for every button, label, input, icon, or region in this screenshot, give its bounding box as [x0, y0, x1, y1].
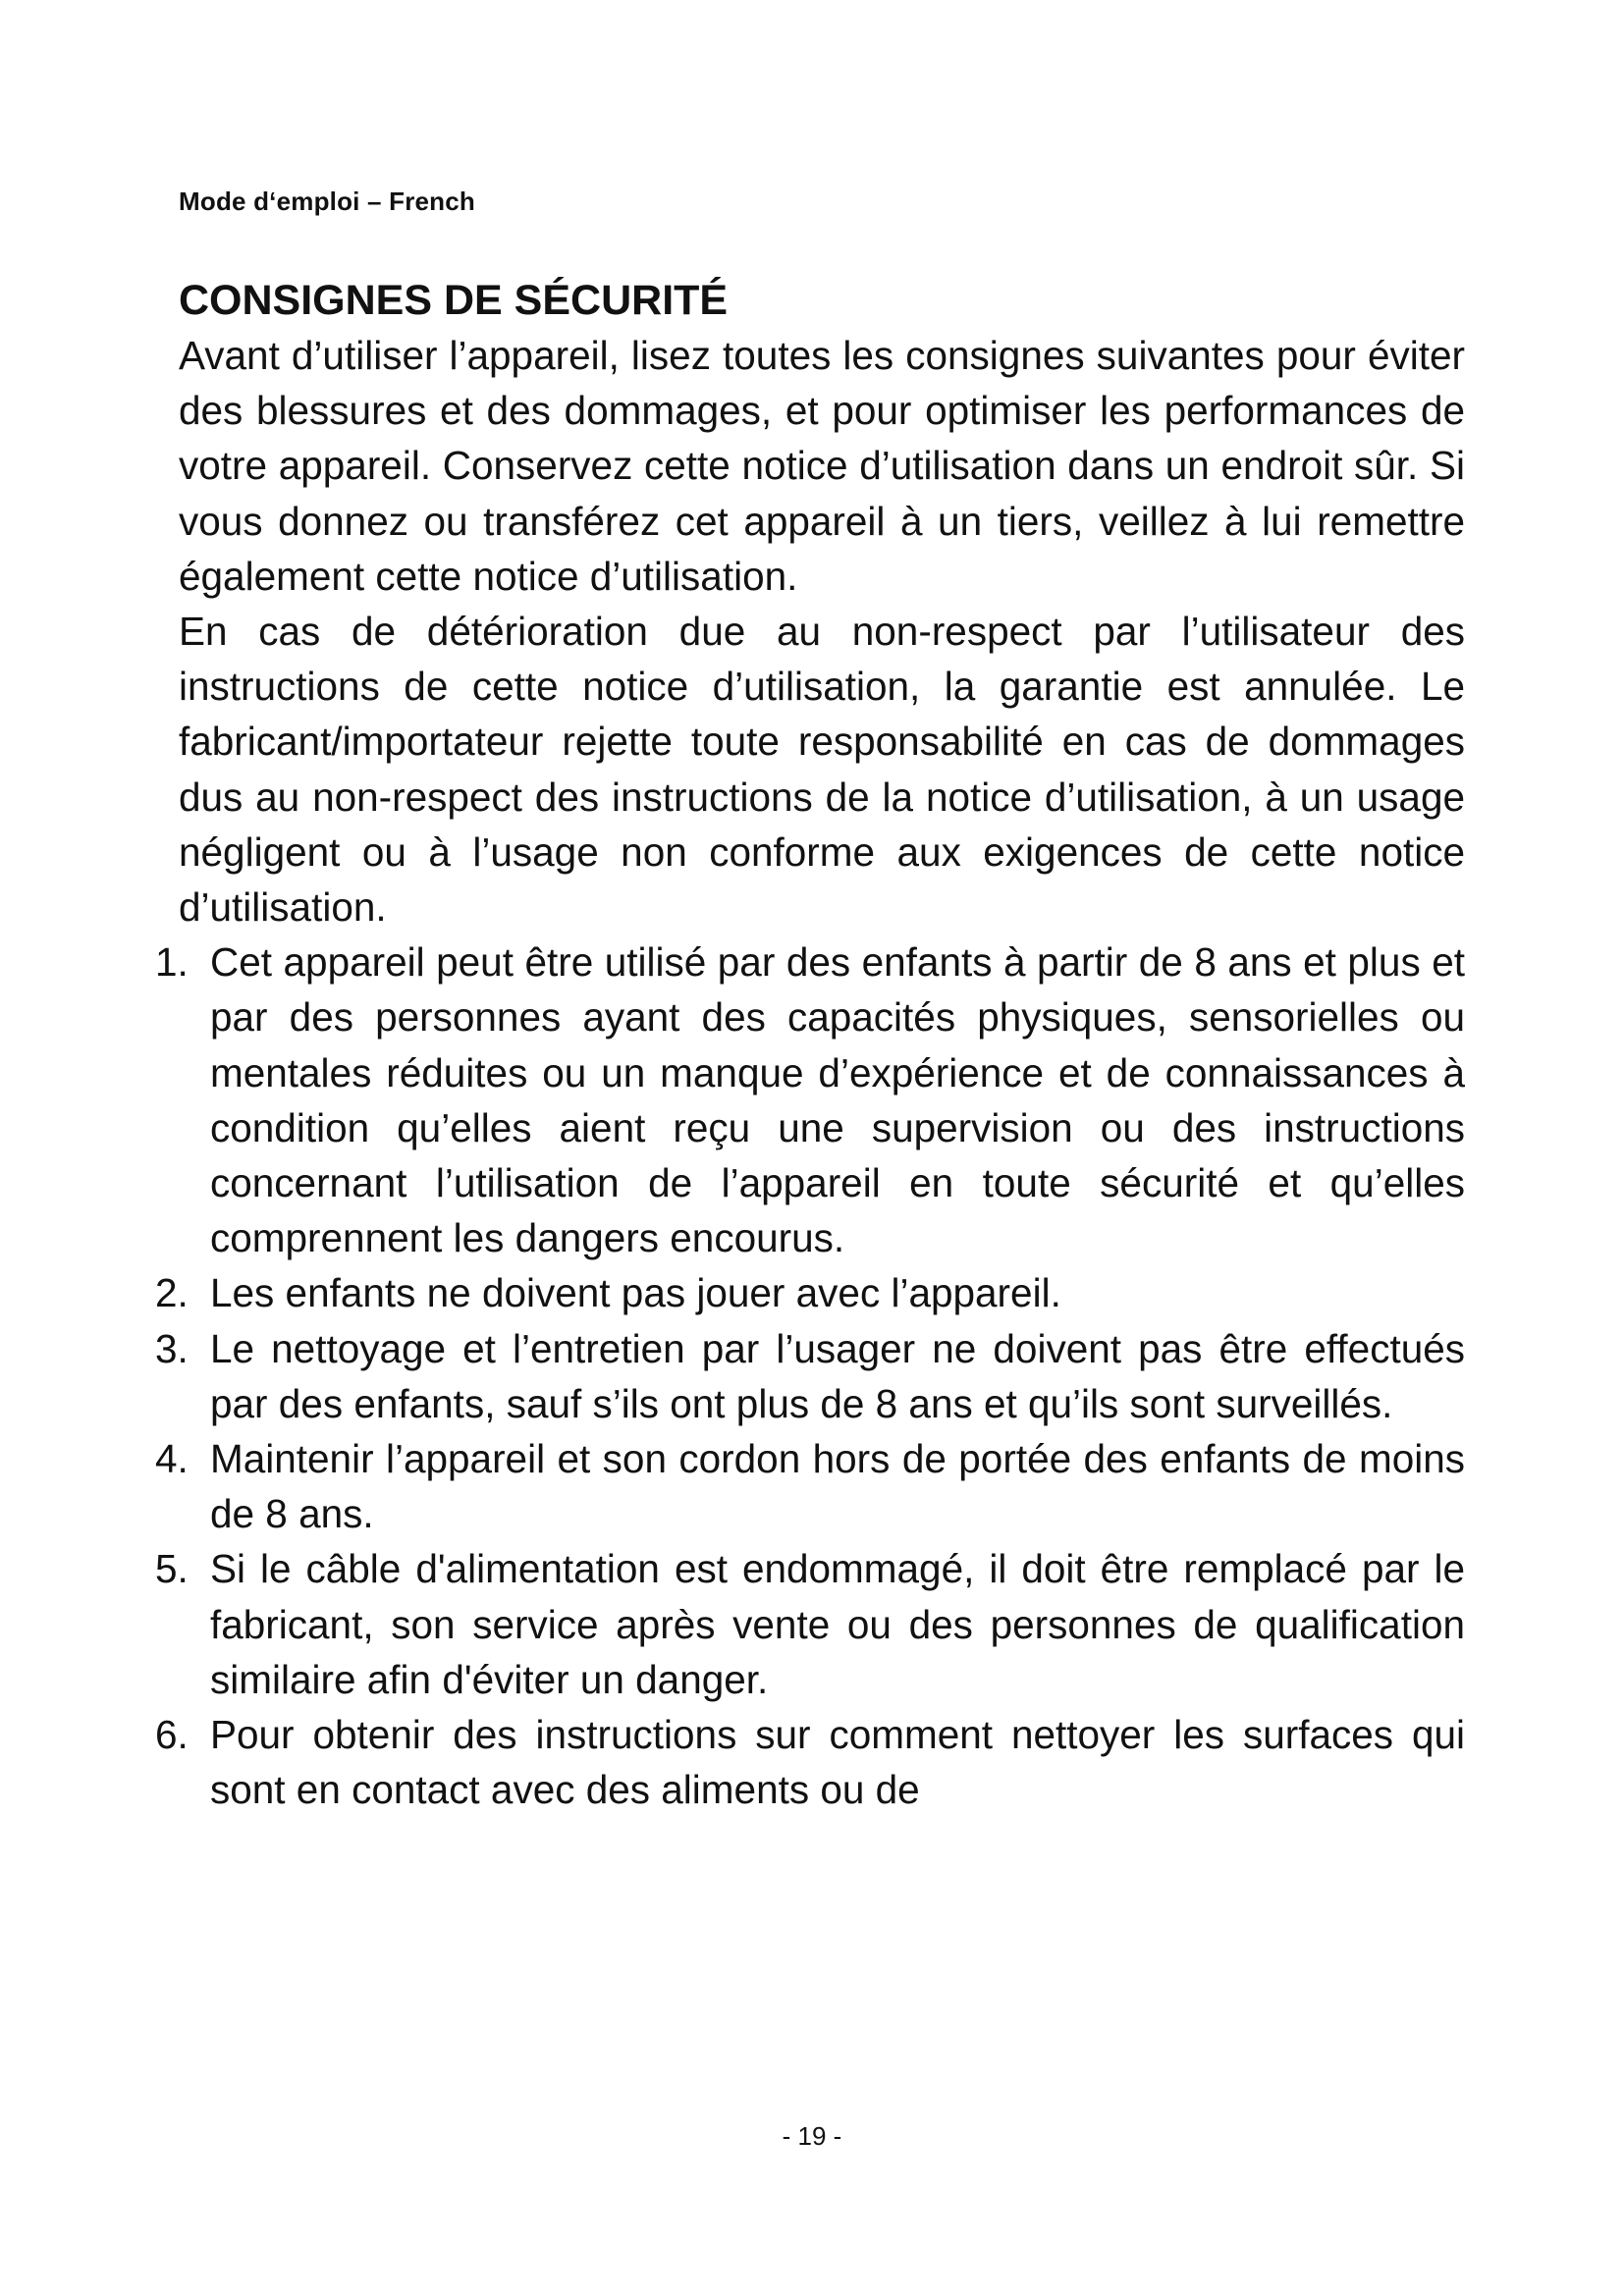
list-item-text: Cet appareil peut être utilisé par des enfants à partir de 8 ans et plus et par des personnes ayant des capacités physiques, sensorielles ou mentales réduites ou un manque d’expérience et de connaissances à condition qu’elles aient reçu une supervision ou des instructions concernant l’utilisation de l’appareil en toute sécurité et qu’elles comprennent les dangers encourus. [210, 939, 1465, 1261]
list-item-number: 2. [155, 1270, 189, 1316]
list-item-number: 6. [155, 1712, 189, 1758]
list-item [155, 934, 1465, 1265]
warranty-paragraph: En cas de détérioration due au non-respect par l’utilisateur des instructions de cette notice d’utilisation, la garantie est annulée. Le fabricant/importateur rejette toute responsabilité en cas de dommages dus au non-respect des instructions de la notice d’utilisation, à un usage négligent ou à l’usage non conforme aux exigences de cette notice d’utilisation. [179, 609, 1465, 931]
list-item-text: Le nettoyage et l’entretien par l’usager ne doivent pas être effectués par des enfants, sauf s’ils ont plus de 8 ans et qu’ils sont surveillés. [210, 1325, 1465, 1426]
list-item [155, 1707, 1465, 1817]
safety-instructions-list [155, 934, 1465, 1817]
list-item-text: Si le câble d'alimentation est endommagé, il doit être remplacé par le fabricant, son service après vente ou des personnes de qualification similaire afin d'éviter un danger. [210, 1546, 1465, 1702]
list-item-text: Pour obtenir des instructions sur comment nettoyer les surfaces qui sont en contact avec des aliments ou de [210, 1712, 1465, 1813]
list-item [155, 1541, 1465, 1707]
list-item-number: 1. [155, 939, 189, 986]
list-item [155, 1321, 1465, 1431]
page-number: - 19 - [782, 2121, 842, 2151]
list-item-number: 5. [155, 1546, 189, 1592]
document-header-label: Mode d‘emploi – French [179, 187, 475, 216]
intro-paragraph: Avant d’utiliser l’appareil, lisez toutes les consignes suivantes pour éviter des blessures et des dommages, et pour optimiser les performances de votre appareil. Conservez cette notice d’utilisation dans un endroit sûr. Si vous donnez ou transférez cet appareil à un tiers, veillez à lui remettre également cette notice d’utilisation. [179, 333, 1465, 599]
list-item-text: Les enfants ne doivent pas jouer avec l’appareil. [210, 1270, 1061, 1316]
list-item [155, 1265, 1465, 1320]
list-item-number: 3. [155, 1325, 189, 1371]
list-item [155, 1431, 1465, 1541]
list-item-number: 4. [155, 1436, 189, 1482]
list-item-text: Maintenir l’appareil et son cordon hors de portée des enfants de moins de 8 ans. [210, 1436, 1465, 1537]
safety-section [155, 273, 1465, 1817]
section-title: CONSIGNES DE SÉCURITÉ [179, 277, 729, 324]
